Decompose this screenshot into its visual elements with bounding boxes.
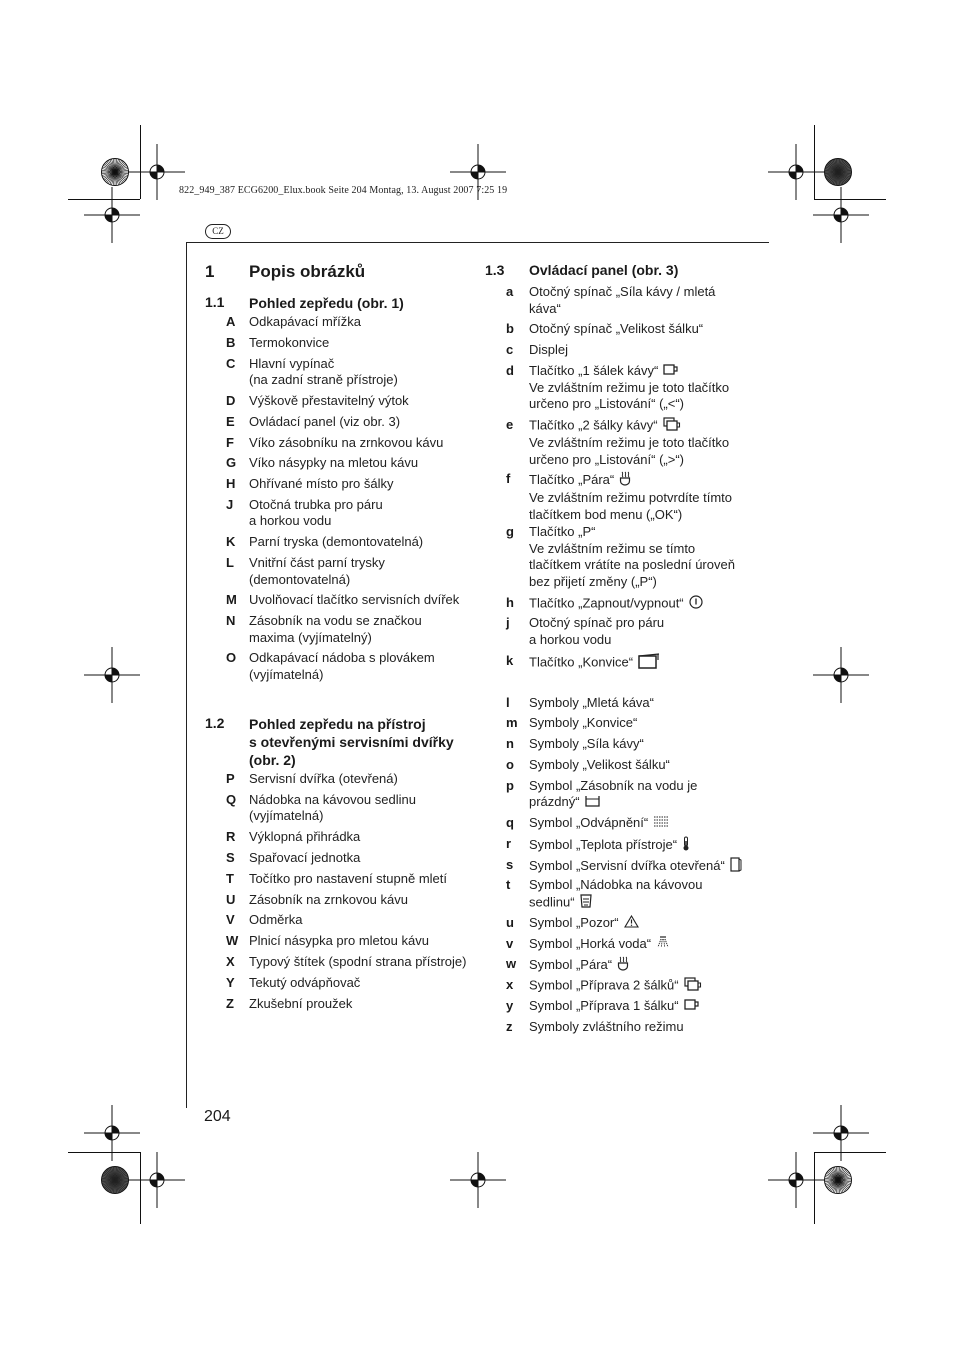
item-letter: x <box>506 977 514 993</box>
one-cup-icon <box>663 363 679 380</box>
item-letter: U <box>226 891 236 907</box>
item-description-line: sedlinu“ <box>529 894 702 913</box>
item-description <box>249 912 302 929</box>
item-description <box>249 975 360 992</box>
item-description <box>529 471 732 524</box>
item-letter: H <box>226 476 236 492</box>
item-letter: X <box>226 953 235 969</box>
item-description-line: Otočný spínač pro páru <box>529 615 665 631</box>
item-description <box>529 836 690 856</box>
item-description <box>529 653 660 674</box>
item-description <box>249 954 466 971</box>
item-description-line: Odměrka <box>249 912 303 928</box>
jug-icon <box>638 653 660 674</box>
item-description <box>529 936 670 953</box>
subsection-title-line: s otevřenými servisními dvířky <box>249 734 454 750</box>
item-letter: u <box>506 914 514 930</box>
item-description-line: Tlačítko „Konvice“ <box>529 653 660 674</box>
item-description-line: Ve zvláštním režimu se tímto <box>529 540 696 556</box>
item-description-line: bez přijetí změny („P“) <box>529 573 657 589</box>
item-letter: f <box>506 470 511 486</box>
item-letter: g <box>506 524 514 540</box>
item-letter: l <box>506 694 510 710</box>
item-description-line: tlačítkem vrátíte na poslední úroveň <box>529 557 735 573</box>
item-description-line: Symbol „Zásobník na vodu je <box>529 777 698 793</box>
item-letter: V <box>226 912 235 928</box>
crosshair-mark <box>127 1150 187 1210</box>
item-description <box>249 455 418 472</box>
item-letter: Y <box>226 974 235 990</box>
item-letter: F <box>226 434 234 450</box>
item-description <box>529 695 654 712</box>
item-letter: N <box>226 613 236 629</box>
item-letter: o <box>506 756 514 772</box>
item-letter: h <box>506 594 514 610</box>
item-description <box>529 715 637 732</box>
item-description <box>529 321 703 338</box>
subsection-title: Pohled zepředu (obr. 1) <box>249 295 404 311</box>
item-description-line: (vyjímatelná) <box>249 808 324 824</box>
color-registration-mark <box>823 157 853 187</box>
hot-water-icon <box>656 936 670 953</box>
subsection-title <box>249 715 479 769</box>
descale-icon <box>653 815 669 832</box>
two-cups-icon <box>663 417 681 436</box>
item-description-line: Displej <box>529 342 569 358</box>
item-description-line: Víko zásobníku na zrnkovou kávu <box>249 434 444 450</box>
item-description-line: Symbol „Pozor“ <box>529 915 639 933</box>
item-description-line: Tekutý odvápňovač <box>249 974 361 990</box>
item-description-line: prázdný“ <box>529 794 697 811</box>
item-letter: P <box>226 771 235 786</box>
item-description <box>249 829 360 846</box>
crosshair-mark <box>82 645 142 705</box>
item-letter: M <box>226 592 237 608</box>
item-description <box>249 892 408 909</box>
item-description-line: Symbol „Servisní dvířka otevřená“ <box>529 857 742 877</box>
item-letter: b <box>506 321 514 337</box>
item-description-line: Tlačítko „P“ <box>529 524 596 540</box>
item-letter: m <box>506 715 518 731</box>
item-description-line: Symbol „Teplota přístroje“ <box>529 836 690 856</box>
item-letter: w <box>506 956 517 972</box>
left-rule <box>186 242 187 1108</box>
item-description-line: Parní tryska (demontovatelná) <box>249 534 424 550</box>
item-description <box>529 342 568 359</box>
subsection-title-line: (obr. 2) <box>249 752 296 768</box>
item-letter: D <box>226 392 236 408</box>
item-description <box>529 417 729 469</box>
item-description <box>529 524 735 590</box>
item-letter: j <box>506 615 510 631</box>
item-description <box>249 850 360 867</box>
item-description-line: Tlačítko „Zapnout/vypnout“ <box>529 595 703 614</box>
item-letter: n <box>506 736 514 752</box>
item-description <box>529 1019 684 1036</box>
item-letter: q <box>506 815 514 830</box>
crosshair-mark <box>448 1150 508 1210</box>
item-description-line: Spařovací jednotka <box>249 849 361 865</box>
item-letter: y <box>506 997 514 1013</box>
item-description-line: Symbol „Nádobka na kávovou <box>529 877 703 893</box>
power-icon <box>689 595 703 614</box>
item-description-line: a horkou vodu <box>529 631 612 647</box>
item-letter: L <box>226 555 234 570</box>
crop-mark <box>140 125 141 199</box>
item-description-line: Otočná trubka pro páru <box>249 496 383 512</box>
crop-mark <box>814 199 886 200</box>
item-description <box>249 335 329 352</box>
item-description-line: tlačítkem bod menu („OK“) <box>529 506 683 522</box>
item-description <box>249 871 447 888</box>
item-letter: B <box>226 334 236 350</box>
language-badge: CZ <box>205 224 231 239</box>
item-description <box>249 476 394 493</box>
item-description-line: Ve zvláštním režimu je toto tlačítko <box>529 379 730 395</box>
item-description-line: Tlačítko „1 šálek kávy“ <box>529 363 729 380</box>
item-description-line: Odkapávací mřížka <box>249 314 361 329</box>
item-description-line: Symbol „Příprava 1 šálku“ <box>529 998 700 1015</box>
item-description <box>249 555 385 588</box>
item-description <box>249 613 422 646</box>
crosshair-mark <box>82 185 142 245</box>
item-letter: c <box>506 342 514 358</box>
item-description-line: určeno pro „Listování“ („>“) <box>529 451 684 467</box>
item-description <box>529 977 702 996</box>
color-registration-mark <box>100 1165 130 1195</box>
grounds-container-icon <box>580 894 592 913</box>
item-description-line: maxima (vyjímatelný) <box>249 629 372 645</box>
item-description-line: Symboly „Konvice“ <box>529 715 638 731</box>
item-letter: K <box>226 534 236 550</box>
section-number: 1 <box>205 262 215 281</box>
item-description <box>529 915 639 933</box>
item-description <box>529 363 729 413</box>
item-letter: a <box>506 284 514 299</box>
item-letter: t <box>506 877 511 893</box>
item-description-line: Tlačítko „Pára“ <box>529 471 732 491</box>
subsection-title-line: Pohled zepředu na přístroj <box>249 716 426 732</box>
one-cup-icon <box>684 998 700 1015</box>
crop-mark <box>814 125 815 199</box>
item-description <box>249 356 398 389</box>
item-description-line: Symboly zvláštního režimu <box>529 1018 684 1034</box>
file-header: 822_949_387 ECG6200_Elux.book Seite 204 Montag, 13. August 2007 7:25 19 <box>179 185 508 196</box>
top-rule <box>186 242 769 243</box>
item-description-line: určeno pro „Listování“ („<“) <box>529 396 684 412</box>
item-description-line: Zásobník na zrnkovou kávu <box>249 891 408 907</box>
item-description-line: Symboly „Síla kávy“ <box>529 736 644 752</box>
item-description <box>249 393 409 410</box>
item-description-line: (vyjímatelná) <box>249 666 324 682</box>
item-description-line: Servisní dvířka (otevřená) <box>249 771 398 786</box>
item-letter: E <box>226 413 235 429</box>
item-letter: C <box>226 355 236 371</box>
item-description <box>529 998 700 1015</box>
item-letter: R <box>226 829 236 845</box>
subsection-number: 1.2 <box>205 715 225 731</box>
water-tank-icon <box>585 795 600 812</box>
item-letter: r <box>506 835 512 851</box>
item-description-line: Víko násypky na mletou kávu <box>249 455 419 471</box>
steam-icon <box>617 956 629 976</box>
section-title: Popis obrázků <box>249 262 366 281</box>
item-description-line: Symbol „Horká voda“ <box>529 936 670 953</box>
item-description-line: Termokonvice <box>249 334 330 350</box>
crop-mark <box>68 199 140 200</box>
item-description-line: a horkou vodu <box>249 513 332 529</box>
item-description <box>249 933 429 950</box>
item-description <box>529 615 664 648</box>
item-description-line: Symbol „Příprava 2 šálků“ <box>529 977 702 996</box>
item-description <box>529 284 715 317</box>
steam-icon <box>619 471 631 491</box>
item-description <box>249 414 400 431</box>
item-letter: G <box>226 455 237 471</box>
item-letter: W <box>226 933 239 949</box>
item-description <box>249 650 435 683</box>
item-description-line: Odkapávací nádoba s plovákem <box>249 650 435 666</box>
item-description-line: Zásobník na vodu se značkou <box>249 613 422 629</box>
item-description <box>529 815 669 832</box>
item-description <box>529 736 644 753</box>
item-description-line: Výškově přestavitelný výtok <box>249 392 409 408</box>
item-description-line: káva“ <box>529 300 561 316</box>
item-description-line: Symboly „Velikost šálku“ <box>529 756 670 772</box>
item-description-line: Ve zvláštním režimu potvrdíte tímto <box>529 490 733 505</box>
item-letter: e <box>506 416 514 432</box>
item-letter: p <box>506 777 514 793</box>
item-letter: T <box>226 870 234 886</box>
item-letter: k <box>506 652 514 668</box>
item-description-line: Ohřívané místo pro šálky <box>249 476 394 492</box>
item-description <box>529 956 629 976</box>
item-description <box>249 792 416 825</box>
crosshair-mark <box>811 185 871 245</box>
item-letter: s <box>506 856 514 872</box>
subsection-number: 1.3 <box>485 262 505 278</box>
item-description <box>249 497 383 530</box>
item-letter: Q <box>226 791 237 807</box>
item-description-line: Tlačítko „2 šálky kávy“ <box>529 417 729 436</box>
item-letter: z <box>506 1018 513 1034</box>
item-letter: v <box>506 935 514 951</box>
item-description <box>529 857 742 877</box>
item-description-line: Plnicí násypka pro mletou kávu <box>249 933 429 949</box>
warning-icon <box>624 915 639 933</box>
item-description <box>249 314 361 331</box>
item-description <box>249 435 443 452</box>
item-letter: O <box>226 650 237 666</box>
crosshair-mark <box>448 142 508 202</box>
subsection-number: 1.1 <box>205 294 225 310</box>
item-description-line: Výklopná přihrádka <box>249 829 361 845</box>
door-open-icon <box>730 857 742 877</box>
page-number: 204 <box>204 1108 231 1125</box>
item-description <box>249 592 459 609</box>
color-registration-mark <box>823 1165 853 1195</box>
two-cups-icon <box>684 977 702 996</box>
item-letter: Z <box>226 995 234 1011</box>
item-description-line: Typový štítek (spodní strana přístroje) <box>249 953 467 969</box>
item-description-line: Symbol „Pára“ <box>529 956 629 976</box>
item-letter: S <box>226 849 235 865</box>
color-registration-mark <box>100 157 130 187</box>
item-description-line: Ovládací panel (viz obr. 3) <box>249 413 401 429</box>
item-letter: d <box>506 362 514 378</box>
item-description-line: Symbol „Odvápnění“ <box>529 815 669 832</box>
item-description <box>249 771 398 788</box>
item-description-line: (demontovatelná) <box>249 571 351 587</box>
item-description <box>529 778 697 811</box>
item-description-line: Symboly „Mletá káva“ <box>529 694 654 710</box>
item-description-line: Ve zvláštním režimu je toto tlačítko <box>529 435 730 451</box>
item-description-line: Točítko pro nastavení stupně mletí <box>249 870 447 886</box>
item-description-line: Hlavní vypínač <box>249 355 335 371</box>
item-description <box>529 595 703 614</box>
item-description-line: Zkušební proužek <box>249 995 353 1011</box>
crosshair-mark <box>766 1150 826 1210</box>
item-description-line: Nádobka na kávovou sedlinu <box>249 791 416 807</box>
item-description-line: Otočný spínač „Síla kávy / mletá <box>529 284 716 299</box>
item-description <box>249 996 352 1013</box>
item-letter: J <box>226 496 234 512</box>
item-description <box>529 757 670 774</box>
item-description-line: Uvolňovací tlačítko servisních dvířek <box>249 592 460 608</box>
item-description <box>529 877 702 912</box>
item-letter: A <box>226 314 236 329</box>
subsection-title: Ovládací panel (obr. 3) <box>529 262 679 278</box>
thermometer-icon <box>682 836 690 856</box>
item-description-line: (na zadní straně přístroje) <box>249 372 398 388</box>
item-description <box>249 534 423 551</box>
item-description-line: Vnitřní část parní trysky <box>249 555 385 570</box>
crosshair-mark <box>811 645 871 705</box>
item-description-line: Otočný spínač „Velikost šálku“ <box>529 321 704 337</box>
